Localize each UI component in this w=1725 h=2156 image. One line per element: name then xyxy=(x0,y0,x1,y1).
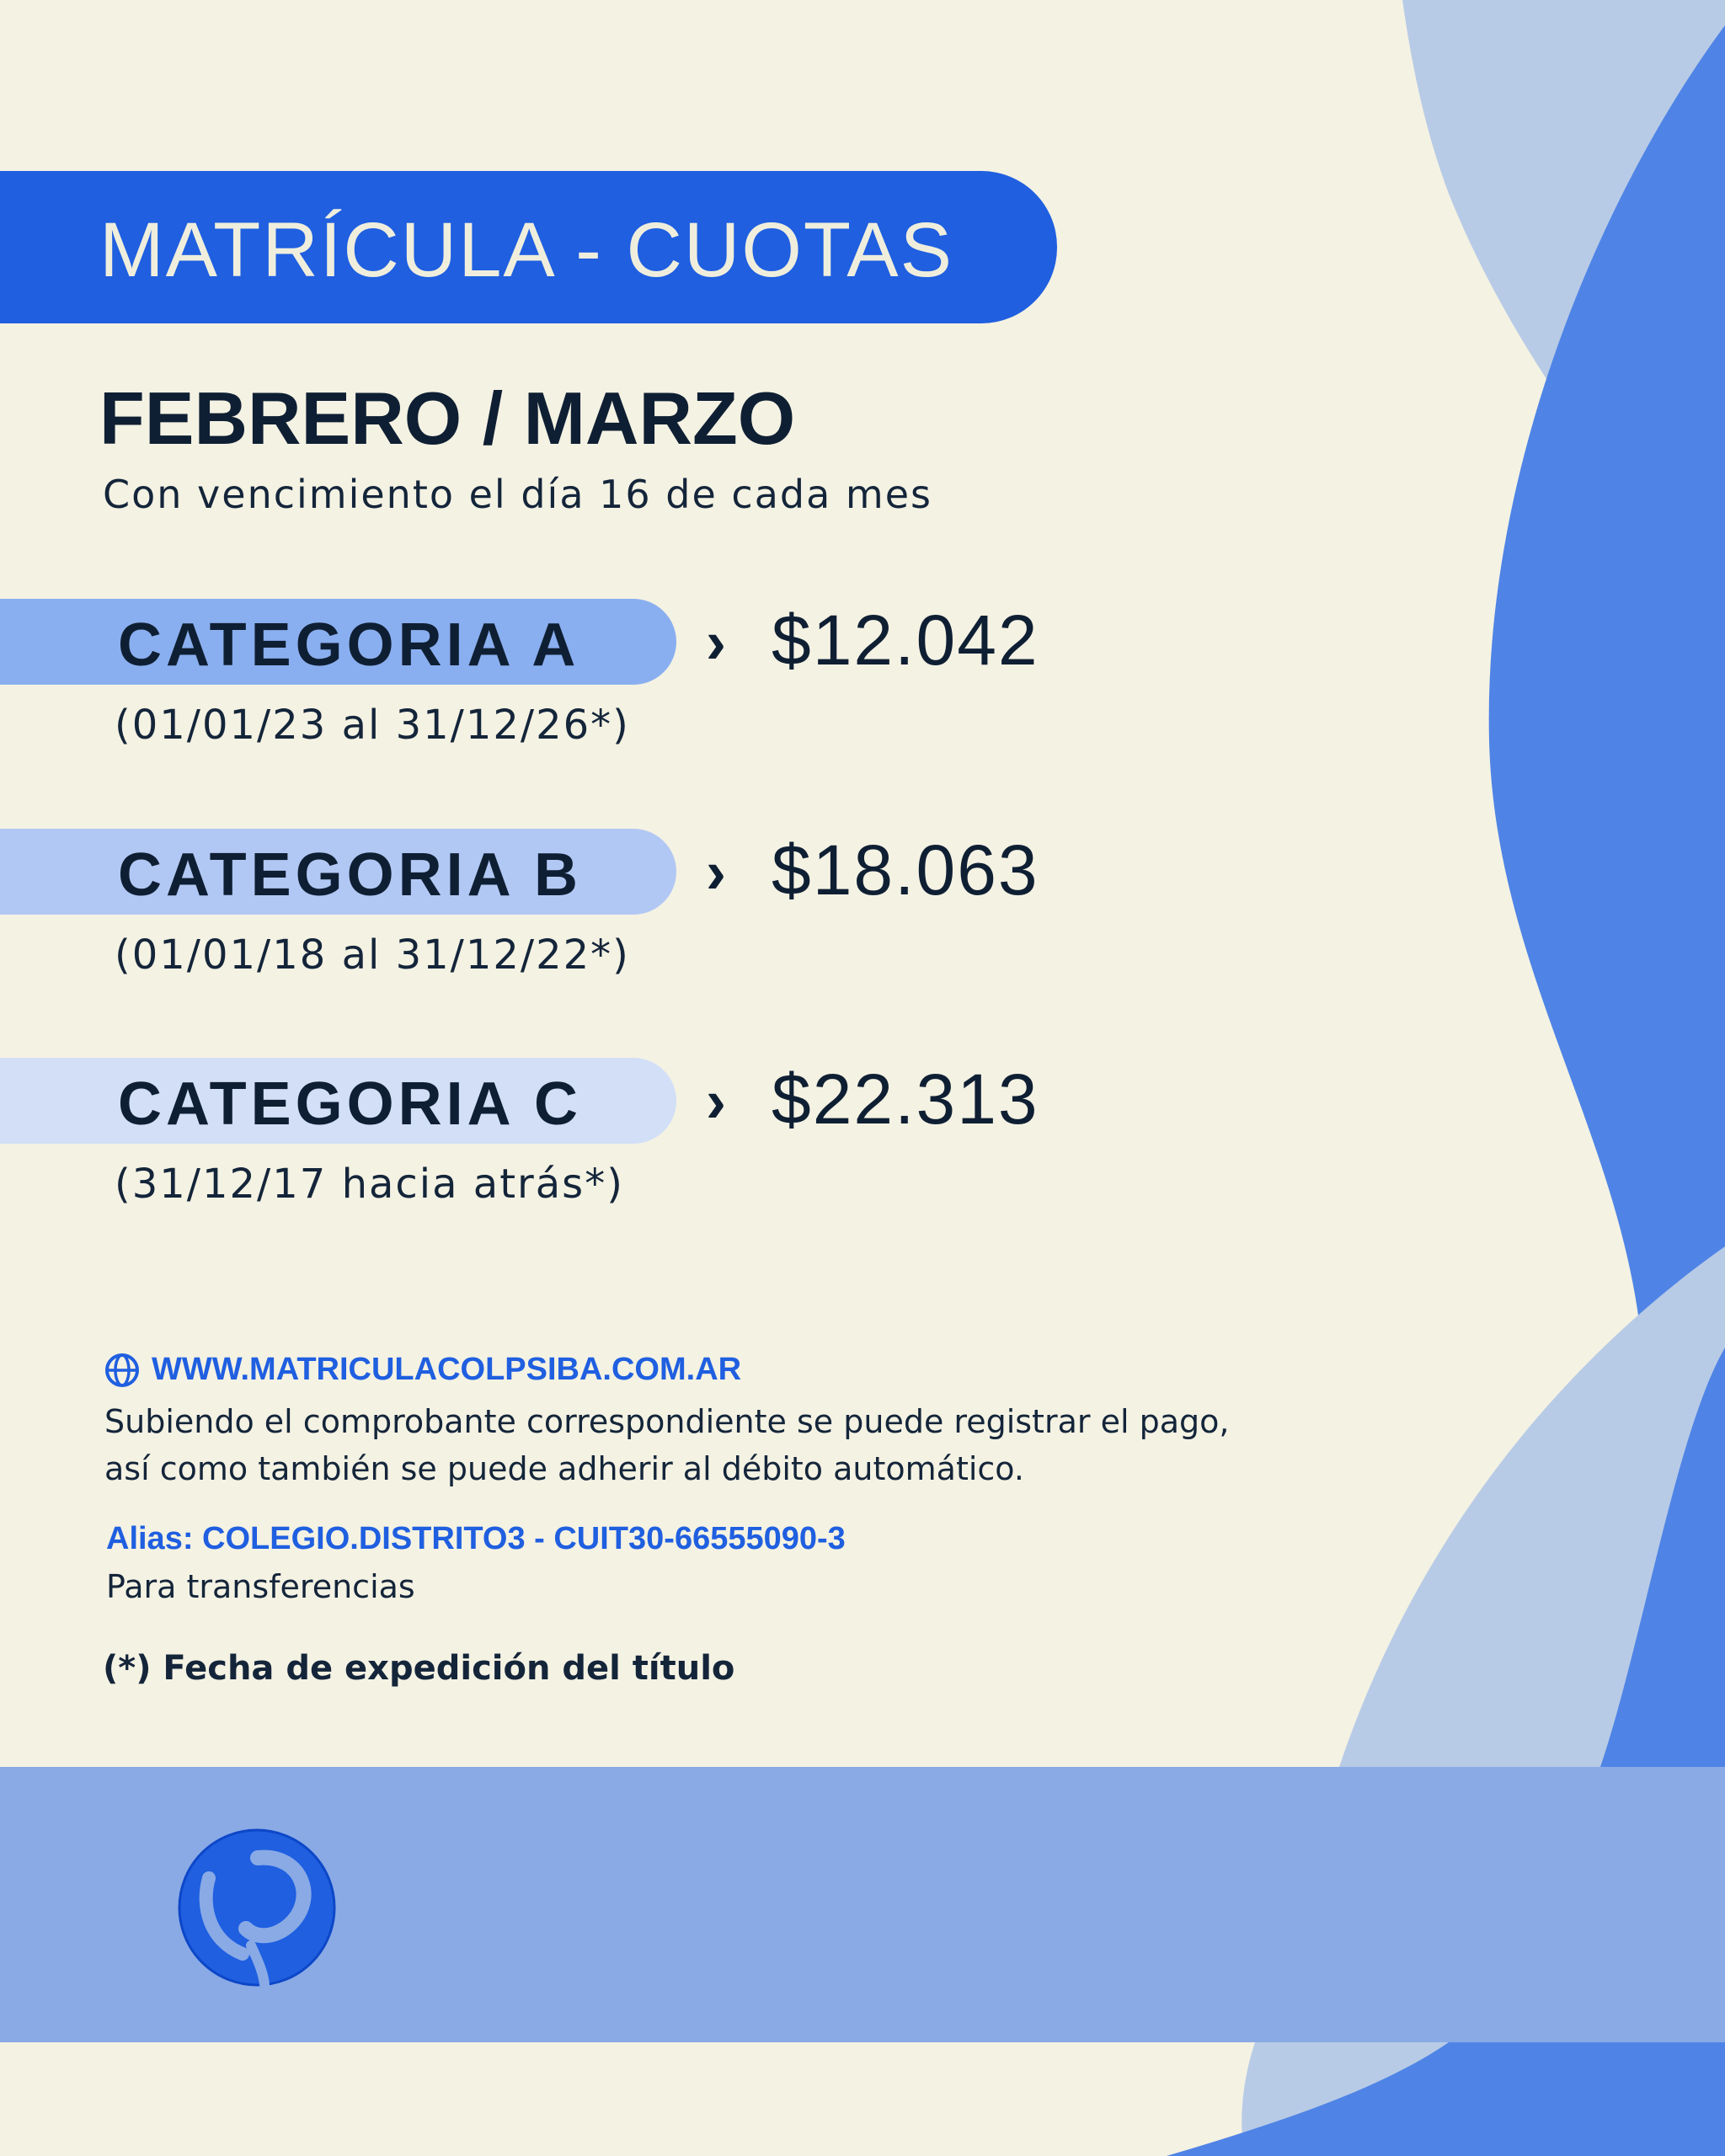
category-b-bar xyxy=(0,829,676,915)
category-a-price: $12.042 xyxy=(772,600,1039,680)
category-b-price: $18.063 xyxy=(772,830,1039,910)
category-c-label: CATEGORIA C xyxy=(118,1070,582,1138)
period-heading: FEBRERO / MARZO xyxy=(99,376,796,460)
chevron-right-icon: › xyxy=(706,1068,726,1135)
chevron-right-icon: › xyxy=(706,609,726,676)
category-b-range: (01/01/18 al 31/12/22*) xyxy=(115,931,630,979)
alias-note: Para transferencias xyxy=(106,1568,415,1605)
category-a-label: CATEGORIA A xyxy=(118,611,580,679)
colegio-logo xyxy=(177,1828,337,1988)
website-url[interactable]: WWW.MATRICULACOLPSIBA.COM.AR xyxy=(152,1352,742,1387)
footnote: (*) Fecha de expedición del título xyxy=(103,1649,735,1688)
category-a-bar xyxy=(0,599,676,685)
category-c-range: (31/12/17 hacia atrás*) xyxy=(115,1161,624,1208)
bank-alias: Alias: COLEGIO.DISTRITO3 - CUIT30-66555090-3 xyxy=(106,1521,846,1556)
payment-info-line-1: Subiendo el comprobante correspondiente se puede registrar el pago, xyxy=(104,1403,1230,1440)
globe-icon xyxy=(104,1353,140,1388)
payment-info xyxy=(104,1398,1229,1492)
category-c-bar xyxy=(0,1058,676,1144)
page-title: MATRÍCULA - CUOTAS xyxy=(99,207,953,293)
website-link[interactable] xyxy=(104,1352,741,1388)
title-banner xyxy=(0,171,1057,323)
due-date-note: Con vencimiento el día 16 de cada mes xyxy=(103,472,932,517)
chevron-right-icon: › xyxy=(706,839,726,906)
category-b-label: CATEGORIA B xyxy=(118,841,582,909)
payment-info-line-2: así como también se puede adherir al débito automático. xyxy=(104,1450,1024,1487)
category-a-range: (01/01/23 al 31/12/26*) xyxy=(115,702,630,749)
category-c-price: $22.313 xyxy=(772,1059,1039,1139)
